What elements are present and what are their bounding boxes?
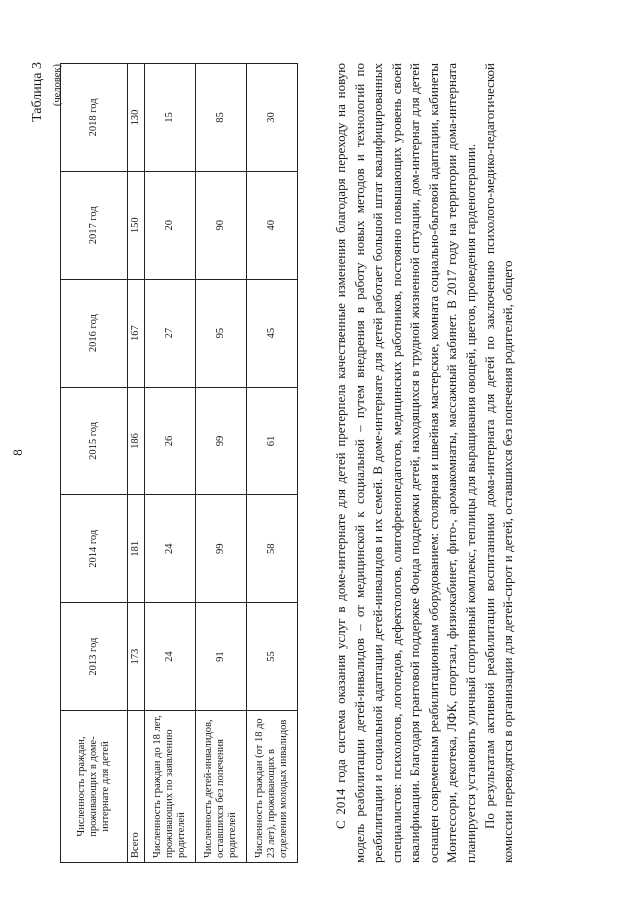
table-cell: 99 [196, 495, 247, 603]
year-header: 2017 год [61, 171, 128, 279]
row-label: Численность детей-инвалидов, оставшихся без попечения родителей [196, 711, 247, 863]
year-header: 2018 год [61, 64, 128, 172]
header-label-cell: Численность граждан, проживающих в доме-интернате для детей [61, 711, 128, 863]
table-cell: 15 [145, 64, 196, 172]
body-text [332, 63, 518, 863]
table-cell: 167 [128, 279, 145, 387]
table-row [196, 64, 247, 863]
paragraph: С 2014 года система оказания услуг в доме-интернате для детей претерпела качественные изменения благодаря переходу на новую модель реабилитации детей-инвалидов – от медицинской к социальной – путем внедрения в работу новых методов и технологий по реабилитации и социальной адаптации детей-инвалидов и их семей. В доме-интернате для детей работает большой штат квалифицированных специалистов: психологов, логопедов, дефектологов, олигофренопедагогов, медицинских работников, постоянно повышающих уровень своей квалификации. Благодаря грантовой поддержке Фонда поддержки детей, находящихся в трудной жизненной ситуации, дом-интернат для детей оснащен современным реабилитационным оборудованием: столярная и швейная мастерские, комната социально-бытовой адаптации, кабинеты Монтессори, декотека, ЛФК, спортзал, физиокабинет, фито-, аромакомнаты, массажный кабинет. В 2017 году на территории дома-интерната планируется установить уличный спортивный комплекс, теплицы для выращивания овощей, цветов, проведения гарденотерапии. [333, 63, 479, 863]
table-cell: 91 [196, 603, 247, 711]
unit-note: (человек) [52, 64, 63, 107]
table-cell: 130 [128, 64, 145, 172]
table-row [247, 64, 298, 863]
table-cell: 55 [247, 603, 298, 711]
table-cell: 85 [196, 64, 247, 172]
table-cell: 26 [145, 387, 196, 495]
row-label: Численность граждан до 18 лет, проживающих по заявлению родителей [145, 711, 196, 863]
table-cell: 20 [145, 171, 196, 279]
table-header-row [61, 64, 128, 863]
table-cell: 27 [145, 279, 196, 387]
row-label: Всего [128, 711, 145, 863]
table-cell: 186 [128, 387, 145, 495]
table-cell: 24 [145, 495, 196, 603]
table-cell: 150 [128, 171, 145, 279]
table-cell: 61 [247, 387, 298, 495]
table-cell: 58 [247, 495, 298, 603]
table-cell: 181 [128, 495, 145, 603]
paragraph: По результатам активной реабилитации воспитанники дома-интерната для детей по заключению психолого-медико-педагогической комиссии переводятся в организации для детей-сирот и детей, оставшихся без попечения родителей, общего [481, 63, 516, 863]
table-title: Таблица 3 [30, 62, 45, 122]
year-header: 2014 год [61, 495, 128, 603]
year-header: 2016 год [61, 279, 128, 387]
table-row [128, 64, 145, 863]
row-label: Численность граждан (от 18 до 23 лет), проживающих в отделении молодых инвалидов [247, 711, 298, 863]
statistics-table [60, 63, 298, 863]
year-header: 2015 год [61, 387, 128, 495]
year-header: 2013 год [61, 603, 128, 711]
page-number: 8 [10, 449, 25, 456]
table-cell: 99 [196, 387, 247, 495]
table-cell: 24 [145, 603, 196, 711]
table-row [145, 64, 196, 863]
table-cell: 95 [196, 279, 247, 387]
table-cell: 90 [196, 171, 247, 279]
table-cell: 173 [128, 603, 145, 711]
table-cell: 40 [247, 171, 298, 279]
table-cell: 45 [247, 279, 298, 387]
table-cell: 30 [247, 64, 298, 172]
